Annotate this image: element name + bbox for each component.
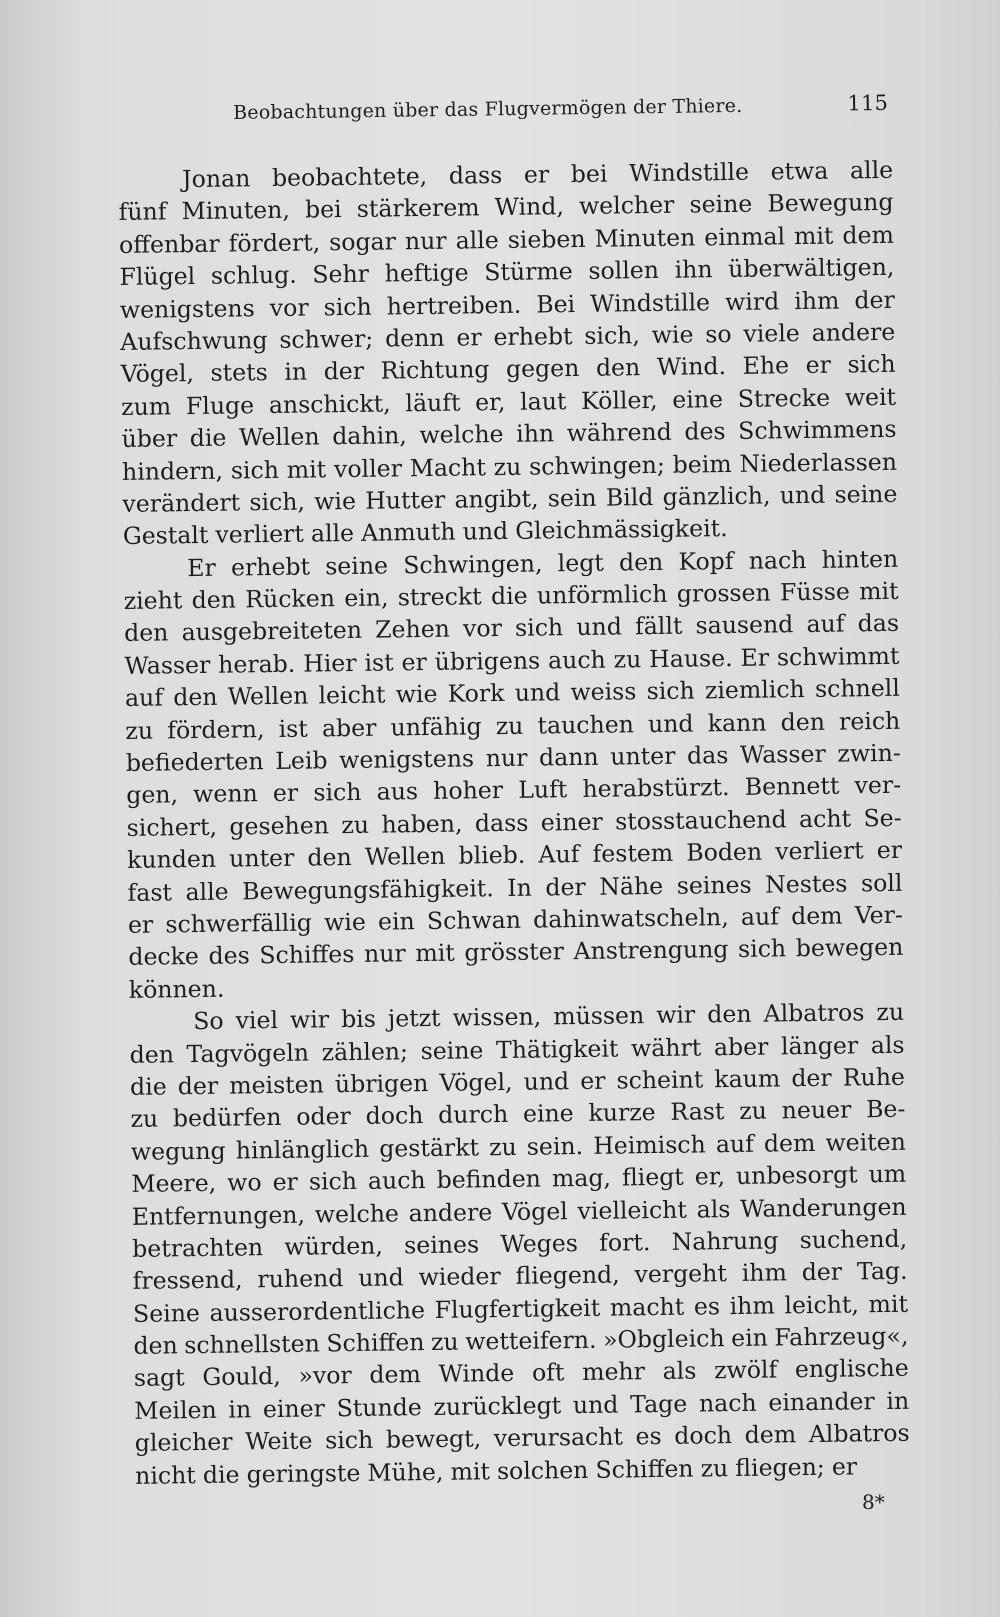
text-line: Vögel, stets in der Richtung gegen den Wind. Ehe er sich xyxy=(120,350,896,389)
text-line: wegung hinlänglich gestärkt zu sein. Heimisch auf dem weiten xyxy=(130,1127,906,1166)
running-header xyxy=(233,91,888,124)
text-line: gleicher Weite sich bewegt, verursacht es doch dem Albatros xyxy=(134,1418,910,1458)
text-line: auf den Wellen leicht wie Kork und weiss sich ziemlich schnell xyxy=(124,674,900,713)
paragraph xyxy=(123,543,904,1007)
text-line: sagt Gould, »vor dem Winde oft mehr als zwölf englische xyxy=(133,1354,909,1393)
text-line: die der meisten übrigen Vögel, und er scheint kaum der Ruhe xyxy=(129,1062,906,1101)
text-line: hindern, sich mit voller Macht zu schwingen; beim Niederlassen xyxy=(121,447,898,486)
text-line: zum Fluge anschickt, läuft er, laut Köller, eine Strecke weit xyxy=(120,382,897,421)
text-line: er schwerfällig wie ein Schwan dahinwatscheln, auf dem Ver- xyxy=(127,900,904,939)
header-title: Beobachtungen über das Flugvermögen der Thiere. xyxy=(233,94,743,124)
text-line: gen, wenn er sich aus hoher Luft herabstürzt. Bennett ver- xyxy=(126,771,902,810)
text-line: betrachten würden, seines Weges fort. Nahrung suchend, xyxy=(132,1224,908,1263)
text-line: über die Wellen dahin, welche ihn während des Schwimmens xyxy=(121,414,897,454)
page-body xyxy=(118,154,910,1492)
text-line: sichert, gesehen zu haben, dass einer stosstauchend acht Se- xyxy=(126,803,902,842)
text-line: fressend, ruhend und wieder fliegend, vergeht ihm der Tag. xyxy=(132,1257,908,1296)
text-line: decke des Schiffes nur mit grösster Anstrengung sich bewegen xyxy=(128,933,904,972)
paragraph xyxy=(118,154,898,553)
text-line: Meere, wo er sich auch befinden mag, fliegt er, unbesorgt um xyxy=(131,1159,907,1199)
text-line: nicht die geringste Mühe, mit solchen Schiffen zu fliegen; er xyxy=(134,1452,858,1490)
text-line: verändert sich, wie Hutter angibt, sein Bild gänzlich, und seine xyxy=(122,479,898,518)
text-line: können. xyxy=(128,974,225,1004)
signature-mark: 8* xyxy=(862,1490,885,1514)
text-line: den schnellsten Schiffen zu wetteifern. »Obgleich ein Fahrzeug«, xyxy=(133,1321,909,1360)
text-line: offenbar fördert, sogar nur alle sieben Minuten einmal mit dem xyxy=(118,220,895,259)
text-line: fünf Minuten, bei stärkerem Wind, welcher seine Bewegung xyxy=(118,188,894,227)
text-line: zu bedürfen oder doch durch eine kurze Rast zu neuer Be- xyxy=(130,1095,906,1134)
text-line: Meilen in einer Stunde zurücklegt und Tage nach einander in xyxy=(134,1386,910,1425)
page-number: 115 xyxy=(847,90,889,116)
text-line: Gestalt verliert alle Anmuth und Gleichmässigkeit. xyxy=(122,514,728,551)
text-line: So viel wir bis jetzt wissen, müssen wir den Albatros zu xyxy=(193,997,905,1036)
text-line: Jonan beobachtete, dass er bei Windstille etwa alle xyxy=(182,155,894,194)
text-line: zieht den Rücken ein, streckt die unförmlich grossen Füsse mit xyxy=(123,576,899,616)
text-line: fast alle Bewegungsfähigkeit. In der Nähe seines Nestes soll xyxy=(127,868,903,907)
text-line: Seine ausserordentliche Flugfertigkeit macht es ihm leicht, mit xyxy=(132,1289,909,1328)
text-line: Aufschwung schwer; denn er erhebt sich, wie so viele andere xyxy=(120,317,896,356)
text-line: Er erhebt seine Schwingen, legt den Kopf nach hinten xyxy=(187,544,899,582)
text-line: Wasser herab. Hier ist er übrigens auch zu Hause. Er schwimmt xyxy=(124,641,900,680)
paragraph xyxy=(129,996,910,1492)
text-line: kunden unter den Wellen blieb. Auf festem Boden verliert er xyxy=(126,836,903,875)
text-line: zu fördern, ist aber unfähig zu tauchen und kann den reich xyxy=(125,706,901,745)
text-line: Flügel schlug. Sehr heftige Stürme sollen ihn überwältigen, xyxy=(119,253,895,292)
text-line: den Tagvögeln zählen; seine Thätigkeit währt aber länger als xyxy=(129,1030,905,1069)
text-line: den ausgebreiteten Zehen vor sich und fällt sausend auf das xyxy=(123,609,900,648)
text-line: befiederten Leib wenigstens nur dann unter das Wasser zwin- xyxy=(125,738,901,777)
text-line: wenigstens vor sich hertreiben. Bei Windstille wird ihm der xyxy=(119,285,895,324)
text-line: Entfernungen, welche andere Vögel vielleicht als Wanderungen xyxy=(131,1192,907,1231)
